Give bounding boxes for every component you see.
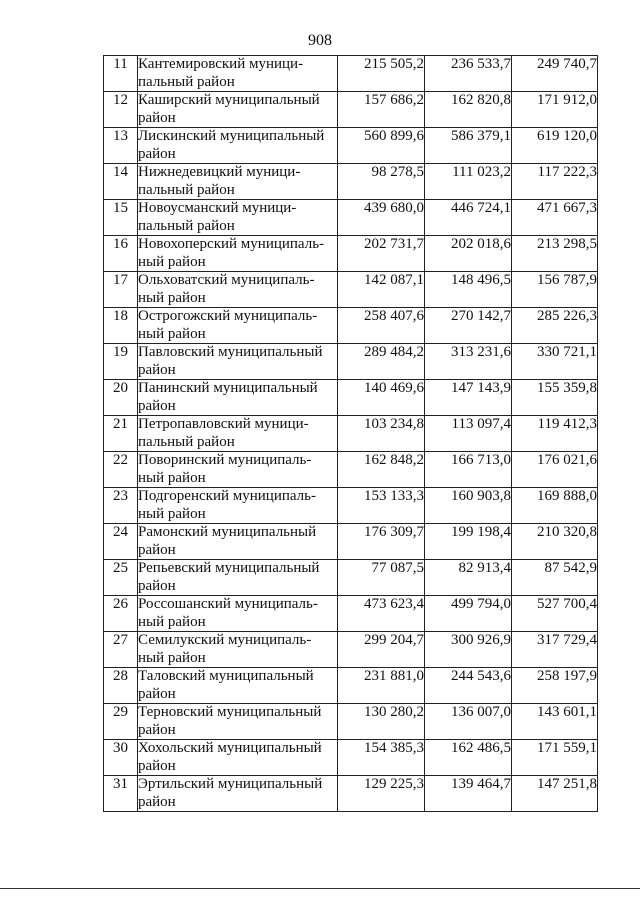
district-name-line: район	[138, 577, 176, 594]
table-row	[104, 668, 598, 704]
district-name-line: Рамонский муниципальный	[138, 524, 317, 540]
district-name-line: Семилукский муниципаль-	[138, 632, 312, 648]
district-name-line: пальный район	[138, 73, 235, 90]
district-name	[138, 56, 338, 92]
table-row	[104, 272, 598, 308]
value-cell-2: 199 198,4	[425, 524, 512, 560]
value-cell-2: 499 794,0	[425, 596, 512, 632]
value-cell-3: 176 021,6	[512, 452, 598, 488]
row-number: 15	[104, 200, 138, 236]
table-row	[104, 596, 598, 632]
table-row	[104, 56, 598, 92]
table-row	[104, 128, 598, 164]
value-cell-1: 289 484,2	[338, 344, 425, 380]
table-row	[104, 704, 598, 740]
district-name-line: ный район	[138, 649, 206, 666]
district-name-line: Новоусманский муници-	[138, 200, 297, 216]
district-name	[138, 704, 338, 740]
row-number: 21	[104, 416, 138, 452]
district-name-line: Эртильский муниципальный	[138, 776, 323, 792]
value-cell-3: 210 320,8	[512, 524, 598, 560]
value-cell-3: 258 197,9	[512, 668, 598, 704]
value-cell-2: 162 820,8	[425, 92, 512, 128]
value-cell-2: 244 543,6	[425, 668, 512, 704]
value-cell-3: 155 359,8	[512, 380, 598, 416]
value-cell-2: 586 379,1	[425, 128, 512, 164]
district-name-line: Подгоренский муниципаль-	[138, 488, 316, 504]
row-number: 28	[104, 668, 138, 704]
value-cell-3: 156 787,9	[512, 272, 598, 308]
district-name-line: район	[138, 685, 176, 702]
row-number: 22	[104, 452, 138, 488]
value-cell-2: 166 713,0	[425, 452, 512, 488]
value-cell-3: 147 251,8	[512, 776, 598, 812]
district-name-line: район	[138, 721, 176, 738]
district-name-line: Терновский муниципальный	[138, 704, 322, 720]
district-name-line: Поворинский муниципаль-	[138, 452, 312, 468]
value-cell-1: 154 385,3	[338, 740, 425, 776]
district-name-line: Панинский муниципальный	[138, 380, 318, 396]
value-cell-2: 446 724,1	[425, 200, 512, 236]
value-cell-1: 129 225,3	[338, 776, 425, 812]
table-row	[104, 452, 598, 488]
district-name	[138, 596, 338, 632]
district-name-line: Новохоперский муниципаль-	[138, 236, 325, 252]
value-cell-1: 142 087,1	[338, 272, 425, 308]
value-cell-2: 113 097,4	[425, 416, 512, 452]
district-name-line: район	[138, 145, 176, 162]
district-name	[138, 632, 338, 668]
value-cell-2: 202 018,6	[425, 236, 512, 272]
page-number: 908	[308, 32, 332, 49]
district-name	[138, 236, 338, 272]
value-cell-2: 147 143,9	[425, 380, 512, 416]
value-cell-1: 162 848,2	[338, 452, 425, 488]
table-row	[104, 380, 598, 416]
district-name	[138, 488, 338, 524]
district-name-line: район	[138, 793, 176, 810]
value-cell-1: 473 623,4	[338, 596, 425, 632]
value-cell-3: 119 412,3	[512, 416, 598, 452]
value-cell-3: 249 740,7	[512, 56, 598, 92]
district-name-line: ный район	[138, 325, 206, 342]
table-body	[104, 56, 598, 812]
value-cell-3: 87 542,9	[512, 560, 598, 596]
row-number: 27	[104, 632, 138, 668]
table-row	[104, 236, 598, 272]
district-name	[138, 560, 338, 596]
district-name	[138, 776, 338, 812]
value-cell-2: 162 486,5	[425, 740, 512, 776]
value-cell-2: 313 231,6	[425, 344, 512, 380]
district-name	[138, 272, 338, 308]
district-name-line: Петропавловский муници-	[138, 416, 309, 432]
district-name-line: ный район	[138, 253, 206, 270]
value-cell-3: 330 721,1	[512, 344, 598, 380]
district-name-line: Ольховатский муниципаль-	[138, 272, 315, 288]
value-cell-1: 299 204,7	[338, 632, 425, 668]
value-cell-2: 300 926,9	[425, 632, 512, 668]
row-number: 16	[104, 236, 138, 272]
district-name-line: Хохольский муниципальный	[138, 740, 322, 756]
row-number: 25	[104, 560, 138, 596]
value-cell-1: 258 407,6	[338, 308, 425, 344]
district-name-line: район	[138, 397, 176, 414]
district-name-line: Каширский муниципальный	[138, 92, 320, 108]
value-cell-2: 82 913,4	[425, 560, 512, 596]
value-cell-1: 103 234,8	[338, 416, 425, 452]
value-cell-1: 560 899,6	[338, 128, 425, 164]
value-cell-1: 153 133,3	[338, 488, 425, 524]
district-name-line: Репьевский муниципальный	[138, 560, 320, 576]
district-name	[138, 740, 338, 776]
value-cell-3: 317 729,4	[512, 632, 598, 668]
district-name-line: район	[138, 757, 176, 774]
value-cell-2: 236 533,7	[425, 56, 512, 92]
row-number: 17	[104, 272, 138, 308]
value-cell-3: 171 559,1	[512, 740, 598, 776]
district-name	[138, 524, 338, 560]
district-name-line: ный район	[138, 613, 206, 630]
row-number: 30	[104, 740, 138, 776]
row-number: 14	[104, 164, 138, 200]
district-name	[138, 200, 338, 236]
table-row	[104, 92, 598, 128]
value-cell-1: 77 087,5	[338, 560, 425, 596]
value-cell-3: 117 222,3	[512, 164, 598, 200]
district-name-line: Россошанский муниципаль-	[138, 596, 318, 612]
bottom-rule	[0, 888, 640, 889]
row-number: 12	[104, 92, 138, 128]
district-name	[138, 164, 338, 200]
value-cell-3: 619 120,0	[512, 128, 598, 164]
value-cell-3: 471 667,3	[512, 200, 598, 236]
value-cell-2: 136 007,0	[425, 704, 512, 740]
district-name	[138, 452, 338, 488]
district-name-line: ный район	[138, 505, 206, 522]
value-cell-1: 215 505,2	[338, 56, 425, 92]
row-number: 11	[104, 56, 138, 92]
value-cell-1: 130 280,2	[338, 704, 425, 740]
district-name	[138, 92, 338, 128]
district-name-line: Павловский муниципальный	[138, 344, 323, 360]
district-name-line: пальный район	[138, 433, 235, 450]
district-name-line: пальный район	[138, 217, 235, 234]
value-cell-3: 285 226,3	[512, 308, 598, 344]
row-number: 18	[104, 308, 138, 344]
district-name-line: Острогожский муниципаль-	[138, 308, 318, 324]
value-cell-2: 139 464,7	[425, 776, 512, 812]
table-row	[104, 524, 598, 560]
value-cell-1: 157 686,2	[338, 92, 425, 128]
table-row	[104, 488, 598, 524]
table-row	[104, 200, 598, 236]
district-name-line: ный район	[138, 469, 206, 486]
table-row	[104, 344, 598, 380]
district-name-line: Таловский муниципальный	[138, 668, 314, 684]
district-name-line: пальный район	[138, 181, 235, 198]
value-cell-1: 202 731,7	[338, 236, 425, 272]
value-cell-2: 270 142,7	[425, 308, 512, 344]
district-name	[138, 308, 338, 344]
district-name-line: район	[138, 541, 176, 558]
value-cell-1: 98 278,5	[338, 164, 425, 200]
row-number: 31	[104, 776, 138, 812]
row-number: 26	[104, 596, 138, 632]
table-row	[104, 164, 598, 200]
row-number: 24	[104, 524, 138, 560]
value-cell-3: 171 912,0	[512, 92, 598, 128]
district-name	[138, 344, 338, 380]
table-row	[104, 740, 598, 776]
district-name-line: район	[138, 361, 176, 378]
row-number: 29	[104, 704, 138, 740]
district-name-line: Нижнедевицкий муници-	[138, 164, 301, 180]
value-cell-1: 176 309,7	[338, 524, 425, 560]
value-cell-2: 111 023,2	[425, 164, 512, 200]
table-row	[104, 632, 598, 668]
value-cell-2: 148 496,5	[425, 272, 512, 308]
district-name-line: Лискинский муниципальный	[138, 128, 325, 144]
district-name-line: район	[138, 109, 176, 126]
value-cell-3: 213 298,5	[512, 236, 598, 272]
district-name	[138, 416, 338, 452]
table-row	[104, 308, 598, 344]
budget-table	[103, 55, 598, 812]
value-cell-3: 527 700,4	[512, 596, 598, 632]
table-row	[104, 776, 598, 812]
row-number: 19	[104, 344, 138, 380]
district-name	[138, 380, 338, 416]
table-row	[104, 416, 598, 452]
row-number: 23	[104, 488, 138, 524]
district-name-line: Кантемировский муници-	[138, 56, 304, 72]
value-cell-1: 231 881,0	[338, 668, 425, 704]
district-name-line: ный район	[138, 289, 206, 306]
row-number: 13	[104, 128, 138, 164]
value-cell-3: 169 888,0	[512, 488, 598, 524]
value-cell-1: 439 680,0	[338, 200, 425, 236]
row-number: 20	[104, 380, 138, 416]
value-cell-1: 140 469,6	[338, 380, 425, 416]
district-name	[138, 668, 338, 704]
district-name	[138, 128, 338, 164]
value-cell-3: 143 601,1	[512, 704, 598, 740]
value-cell-2: 160 903,8	[425, 488, 512, 524]
table-row	[104, 560, 598, 596]
